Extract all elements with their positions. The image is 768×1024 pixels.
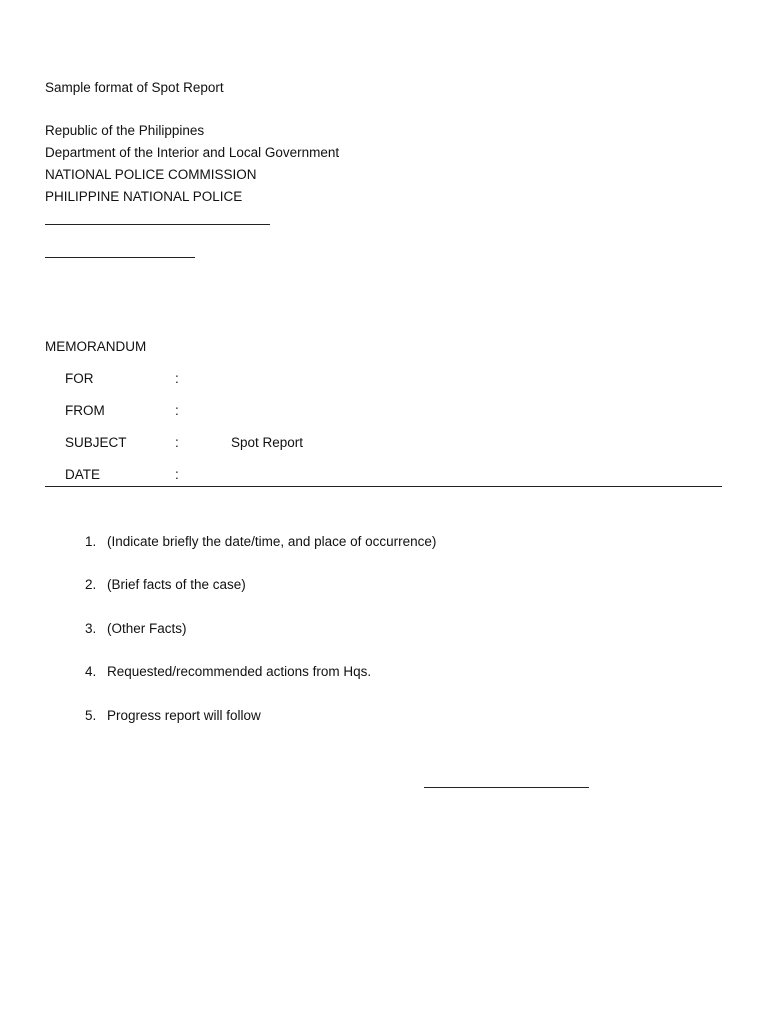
memo-label-for: FOR bbox=[65, 371, 94, 386]
list-item-text: (Indicate briefly the date/time, and place of occurrence) bbox=[107, 534, 437, 549]
list-item bbox=[0, 577, 768, 593]
memo-row-subject bbox=[0, 435, 768, 451]
header-line-department: Department of the Interior and Local Government bbox=[45, 145, 340, 160]
header-line-pnp: PHILIPPINE NATIONAL POLICE bbox=[45, 189, 243, 204]
memo-colon: : bbox=[175, 403, 179, 418]
list-item bbox=[0, 708, 768, 724]
memo-label-date: DATE bbox=[65, 467, 101, 482]
signature-line bbox=[424, 787, 589, 788]
memo-label-from: FROM bbox=[65, 403, 105, 418]
list-item-text: Requested/recommended actions from Hqs. bbox=[107, 664, 372, 679]
list-item-number: 2. bbox=[85, 577, 97, 592]
list-item bbox=[0, 664, 768, 680]
list-item bbox=[0, 621, 768, 637]
list-item-number: 3. bbox=[85, 621, 97, 636]
memo-row-from bbox=[0, 403, 768, 419]
unit-blank-line bbox=[45, 224, 270, 225]
header-line-napolcom: NATIONAL POLICE COMMISSION bbox=[45, 167, 257, 182]
memo-title: MEMORANDUM bbox=[45, 339, 147, 354]
memo-colon: : bbox=[175, 435, 179, 450]
list-item bbox=[0, 534, 768, 550]
memo-row-for bbox=[0, 371, 768, 387]
list-item-number: 5. bbox=[85, 708, 97, 723]
memo-value-subject: Spot Report bbox=[231, 435, 304, 450]
memo-colon: : bbox=[175, 467, 179, 482]
memo-header-divider bbox=[45, 486, 722, 487]
list-item-number: 1. bbox=[85, 534, 97, 549]
list-item-text: Progress report will follow bbox=[107, 708, 261, 723]
memo-label-subject: SUBJECT bbox=[65, 435, 127, 450]
list-item-number: 4. bbox=[85, 664, 97, 679]
document-caption: Sample format of Spot Report bbox=[45, 80, 224, 95]
list-item-text: (Brief facts of the case) bbox=[107, 577, 246, 592]
office-blank-line bbox=[45, 257, 195, 258]
memo-colon: : bbox=[175, 371, 179, 386]
header-line-republic: Republic of the Philippines bbox=[45, 123, 205, 138]
list-item-text: (Other Facts) bbox=[107, 621, 187, 636]
memo-row-date bbox=[0, 467, 768, 483]
